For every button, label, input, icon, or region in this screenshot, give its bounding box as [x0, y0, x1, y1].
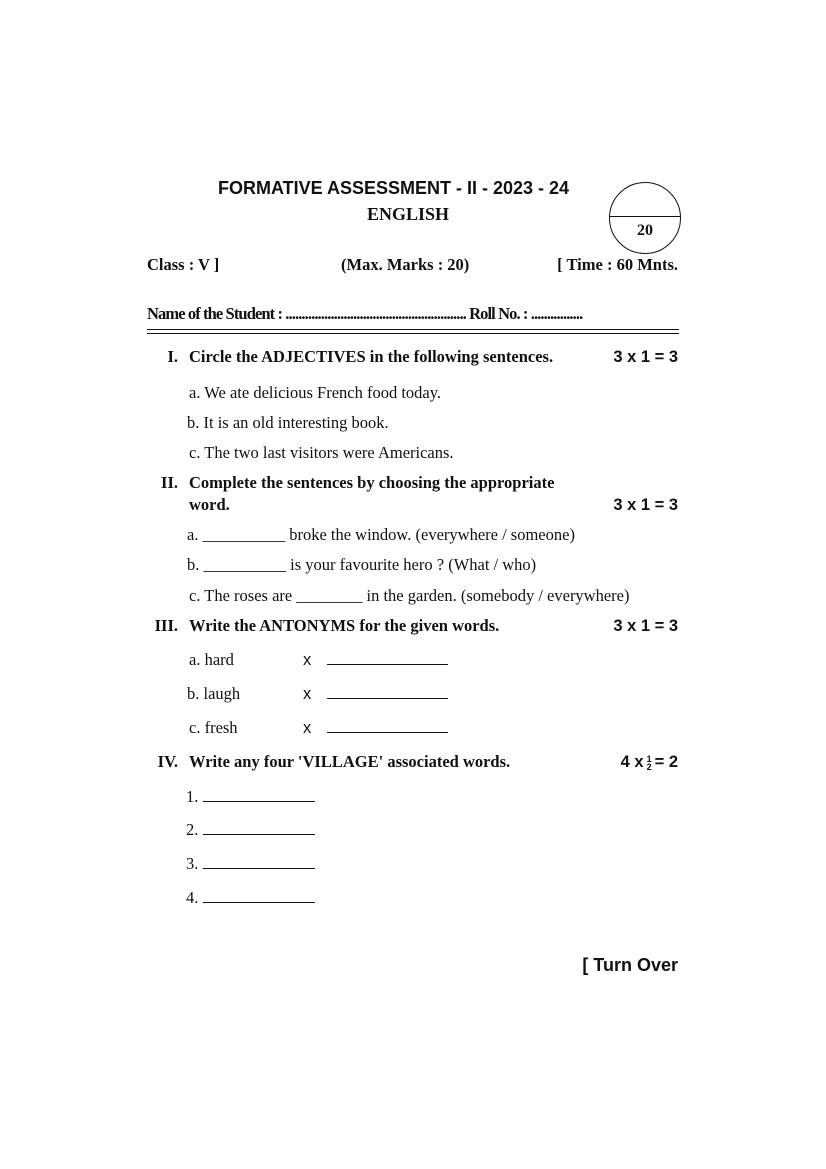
- list-item: c. The two last visitors were Americans.: [189, 443, 454, 462]
- answer-blank[interactable]: [203, 787, 315, 802]
- list-item: 4.: [186, 888, 315, 908]
- question-number: IV.: [157, 752, 178, 771]
- divider: [147, 329, 679, 330]
- list-item: 3.: [186, 854, 315, 874]
- exam-title: FORMATIVE ASSESSMENT - II - 2023 - 24: [218, 178, 570, 198]
- question-number: III.: [154, 616, 178, 635]
- list-item: c. The roses are ________ in the garden. (somebody / everywhere): [189, 586, 630, 605]
- answer-blank[interactable]: [203, 820, 315, 835]
- answer-blank[interactable]: [327, 684, 448, 699]
- list-item: a. __________ broke the window. (everywhere / someone): [187, 525, 575, 544]
- antonym-separator: x: [303, 651, 312, 669]
- list-item: 1.: [186, 787, 315, 807]
- total-marks: 20: [637, 222, 653, 239]
- answer-blank[interactable]: [203, 854, 315, 869]
- question-text: Complete the sentences by choosing the appropriate: [189, 473, 555, 492]
- list-item: b. It is an old interesting book.: [187, 413, 389, 432]
- divider: [147, 333, 679, 334]
- question-marks: 3 x 1 = 3: [613, 617, 678, 635]
- antonym-separator: x: [303, 719, 312, 737]
- question-number: I.: [167, 347, 178, 366]
- question-marks: 3 x 1 = 3: [613, 496, 678, 514]
- subject-title: ENGLISH: [367, 204, 450, 224]
- question-text: Write any four 'VILLAGE' associated words.: [189, 752, 511, 771]
- list-item: a. We ate delicious French food today.: [189, 383, 442, 402]
- question-text: word.: [189, 495, 230, 514]
- question-text: Write the ANTONYMS for the given words.: [189, 616, 500, 635]
- question-marks: 4 x 1 2 = 2: [620, 753, 678, 772]
- answer-blank[interactable]: [327, 718, 448, 733]
- question-text: Circle the ADJECTIVES in the following sentences.: [189, 347, 554, 366]
- student-name-roll-field: Name of the Student : ........................................................ Roll No. : ................: [147, 304, 583, 323]
- turn-over-label: [ Turn Over: [582, 955, 678, 975]
- time-label: [ Time : 60 Mnts.: [557, 255, 678, 274]
- list-item: c. fresh: [189, 718, 238, 737]
- class-label: Class : V ]: [147, 255, 220, 274]
- answer-blank[interactable]: [203, 888, 315, 903]
- max-marks: (Max. Marks : 20): [341, 255, 470, 274]
- list-item: 2.: [186, 820, 315, 840]
- list-item: a. hard: [189, 650, 234, 669]
- list-item: b. laugh: [187, 684, 241, 703]
- question-marks: 3 x 1 = 3: [613, 348, 678, 366]
- marks-circle: [609, 182, 681, 254]
- answer-blank[interactable]: [327, 650, 448, 665]
- list-item: b. __________ is your favourite hero ? (What / who): [187, 555, 537, 574]
- question-number: II.: [161, 473, 178, 492]
- antonym-separator: x: [303, 685, 312, 703]
